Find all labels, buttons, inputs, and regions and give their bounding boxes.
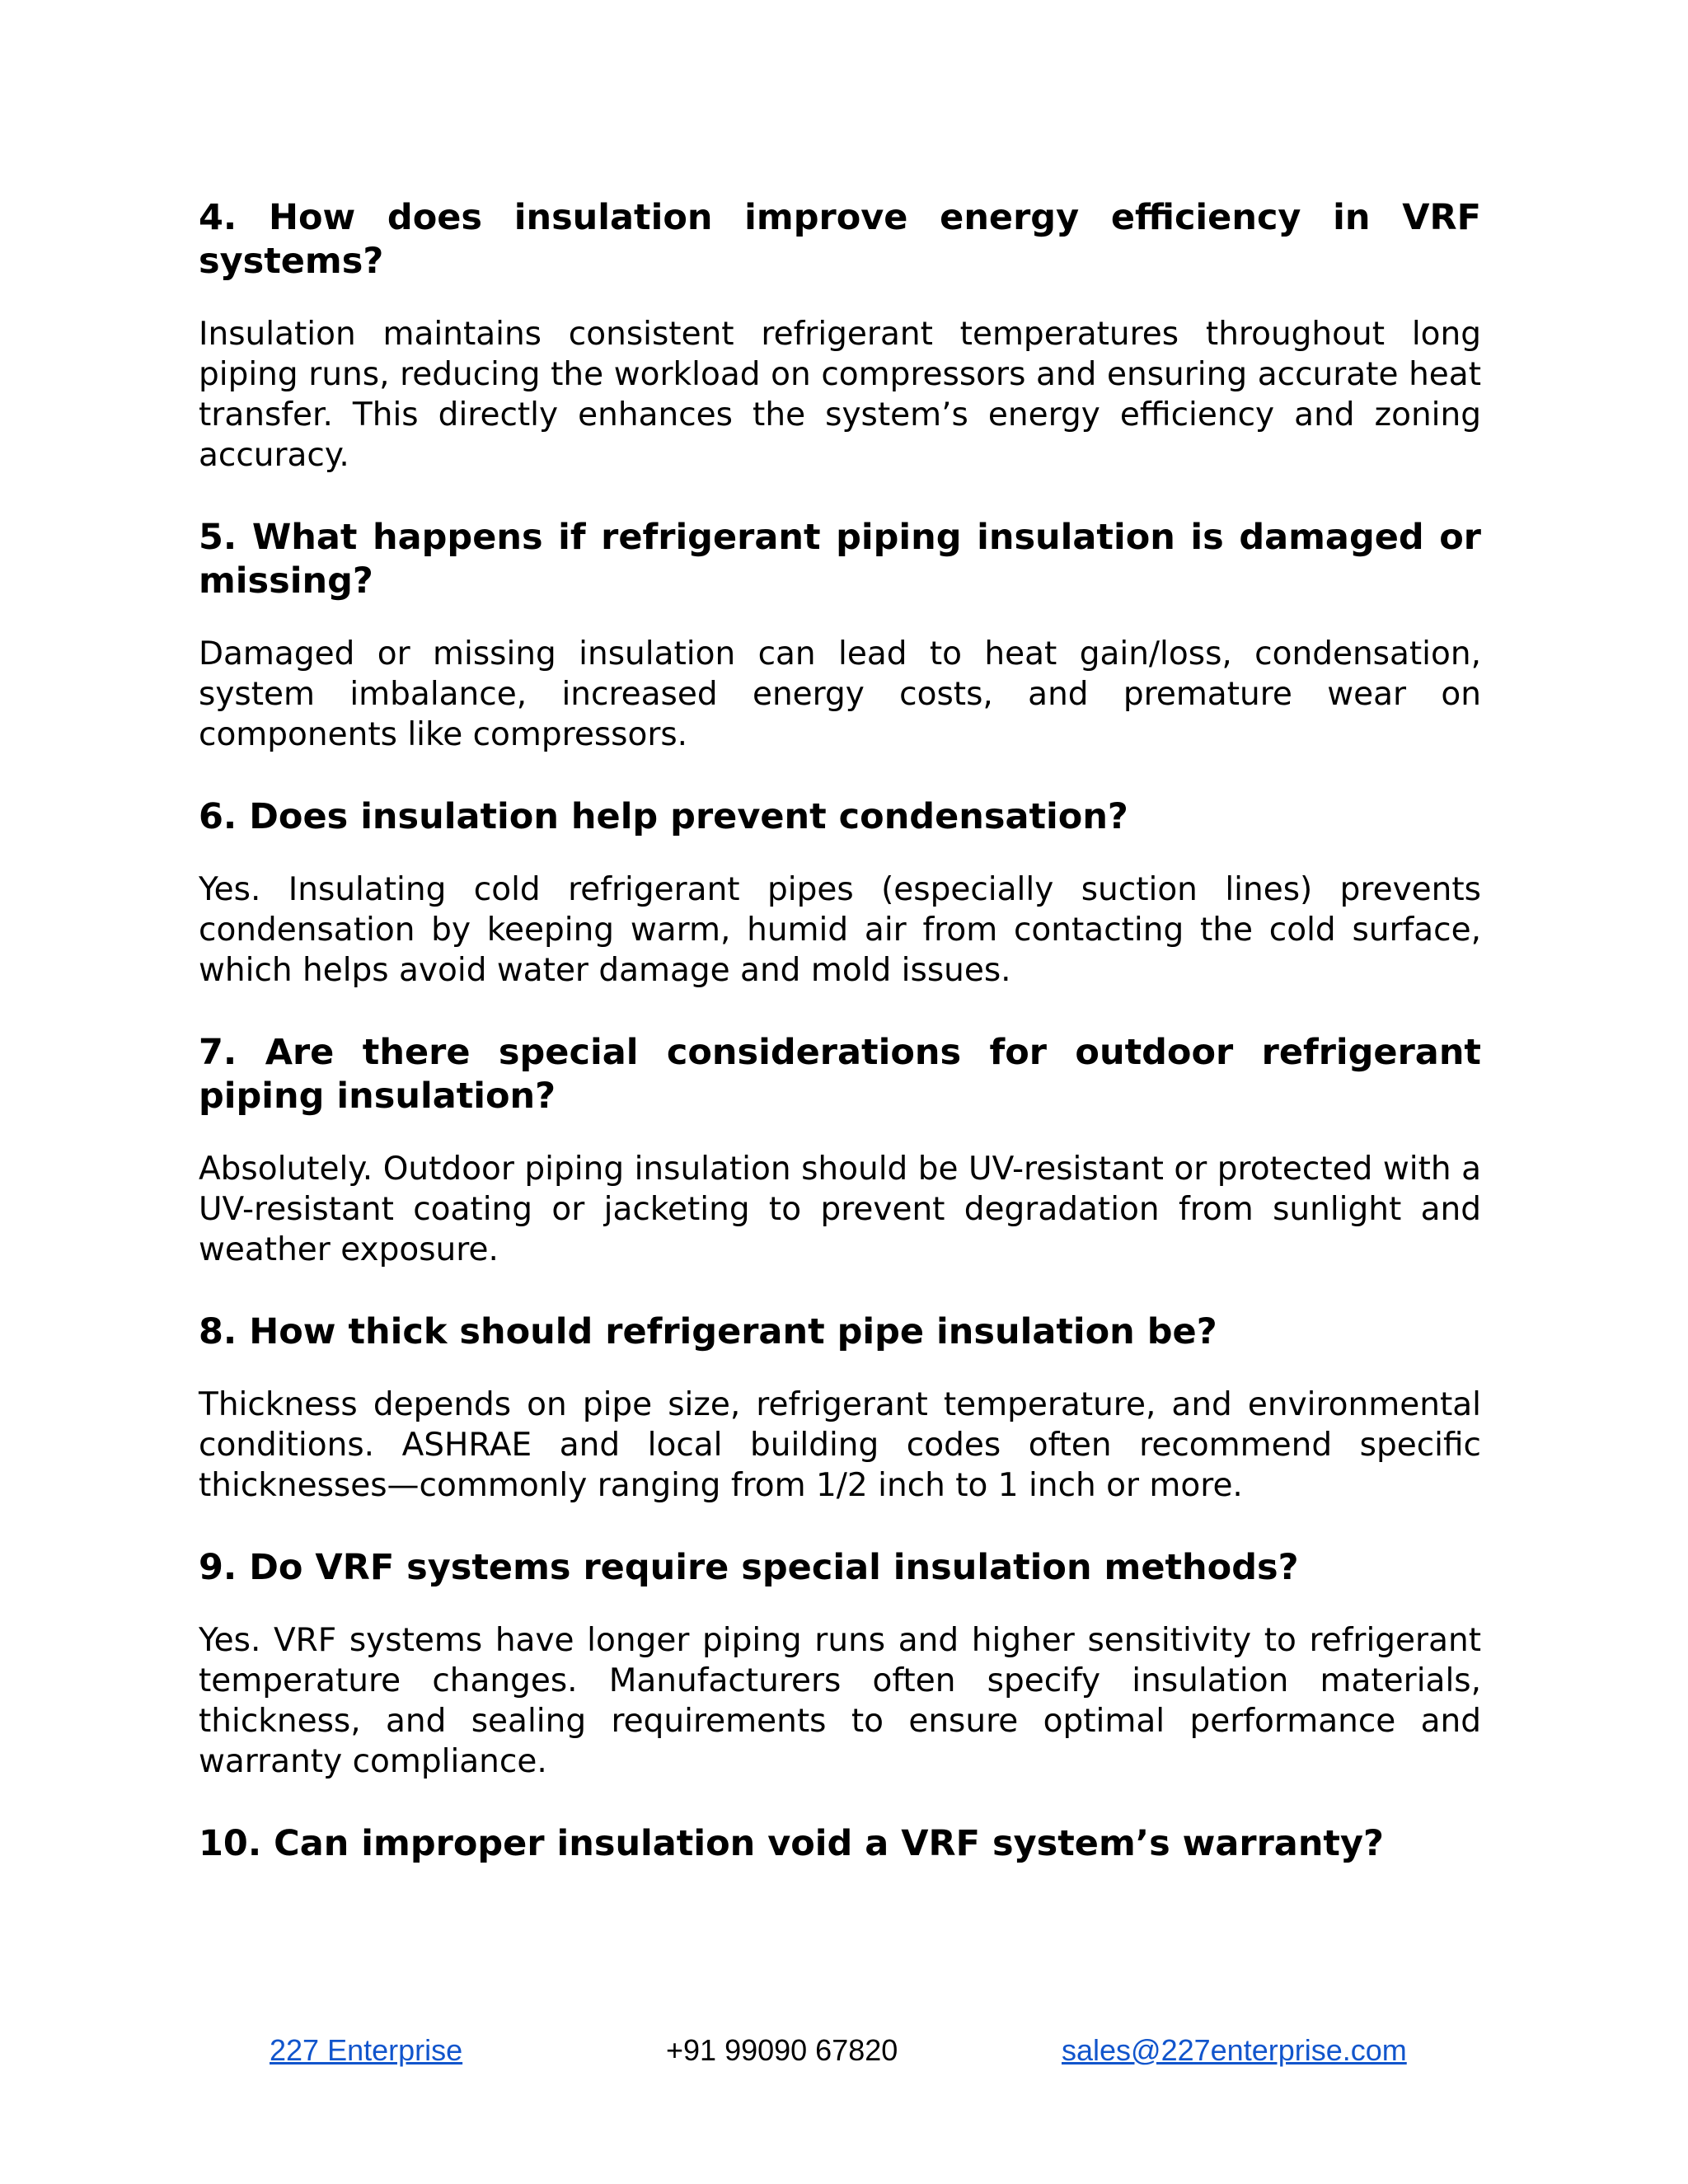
faq-item-9 (199, 1546, 1481, 1782)
faq-question: 4. How does insulation improve energy efficiency in VRF systems? (199, 197, 1481, 282)
faq-answer: Thickness depends on pipe size, refrigerant temperature, and environmental conditions. ASHRAE and local building codes often recommend specific thicknesses—commonly ranging from 1/2 inch to 1 inch or more. (199, 1386, 1481, 1504)
faq-question: 6. Does insulation help prevent condensation? (199, 796, 1128, 837)
faq-item-8 (199, 1310, 1481, 1506)
faq-question: 9. Do VRF systems require special insulation methods? (199, 1547, 1299, 1588)
faq-answer: Yes. Insulating cold refrigerant pipes (especially suction lines) prevents condensation by keeping warm, humid air from contacting the cold surface, which helps avoid water damage and mold issues. (199, 871, 1481, 989)
faq-answer: Damaged or missing insulation can lead to heat gain/loss, condensation, system imbalance, increased energy costs, and premature wear on components like compressors. (199, 635, 1481, 753)
faq-item-5 (199, 516, 1481, 755)
faq-answer: Insulation maintains consistent refrigerant temperatures throughout long piping runs, reducing the workload on compressors and ensuring accurate heat transfer. This directly enhances the system’s energy efficiency and zoning accuracy. (199, 316, 1481, 474)
faq-item-10 (199, 1822, 1481, 1866)
faq-question: 7. Are there special considerations for outdoor refrigerant piping insulation? (199, 1032, 1481, 1117)
faq-answer: Absolutely. Outdoor piping insulation should be UV-resistant or protected with a UV-resistant coating or jacketing to prevent degradation from sunlight and weather exposure. (199, 1151, 1481, 1268)
faq-item-4 (199, 196, 1481, 476)
company-link[interactable]: 227 Enterprise (270, 2033, 463, 2067)
email-link[interactable]: sales@227enterprise.com (1062, 2033, 1407, 2067)
faq-question: 5. What happens if refrigerant piping insulation is damaged or missing? (199, 517, 1481, 602)
faq-item-6 (199, 795, 1481, 991)
phone-number: +91 99090 67820 (666, 2033, 898, 2067)
faq-question: 8. How thick should refrigerant pipe insulation be? (199, 1311, 1217, 1352)
faq-item-7 (199, 1031, 1481, 1270)
faq-answer: Yes. VRF systems have longer piping runs and higher sensitivity to refrigerant temperature changes. Manufacturers often specify insulation materials, thickness, and sealing requirements to ensure optimal performance and warranty compliance. (199, 1622, 1481, 1780)
faq-content (199, 196, 1481, 1896)
faq-question: 10. Can improper insulation void a VRF system’s warranty? (199, 1823, 1384, 1864)
page-footer (0, 2030, 1688, 2071)
